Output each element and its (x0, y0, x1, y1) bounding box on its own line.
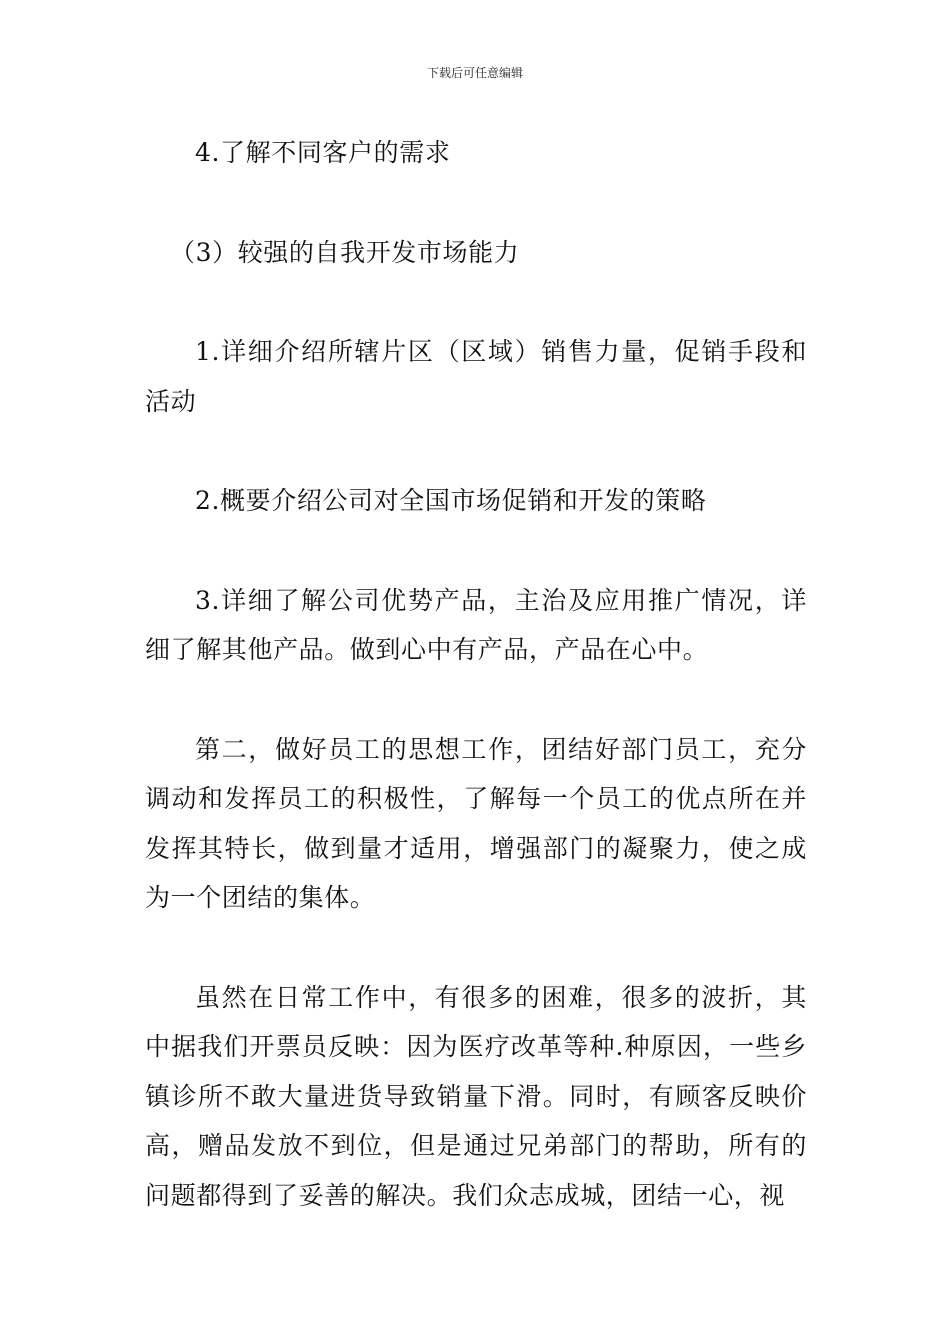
section-heading-3: （3）较强的自我开发市场能力 (170, 237, 520, 267)
list-item-3: 3.详细了解公司优势产品，主治及应用推广情况，详细了解其他产品。做到心中有产品，产品在心中。 (145, 585, 807, 664)
list-item-2: 2.概要介绍公司对全国市场促销和开发的策略 (195, 486, 707, 515)
page-header-note: 下载后可任意编辑 (426, 66, 523, 80)
paragraph-second-point: 第二，做好员工的思想工作，团结好部门员工，充分调动和发挥员工的积极性，了解每一个员工的优点所在并发挥其特长，做到量才适用，增强部门的凝聚力，使之成为一个团结的集体。 (145, 734, 807, 912)
list-item-4: 4.了解不同客户的需求 (195, 138, 451, 167)
list-item-1: 1.详细介绍所辖片区（区域）销售力量，促销手段和活动 (145, 337, 807, 416)
document-body (145, 128, 807, 1220)
paragraph-difficulties: 虽然在日常工作中，有很多的困难，很多的波折，其中据我们开票员反映：因为医疗改革等种.种原因，一些乡镇诊所不敢大量进货导致销量下滑。同时，有顾客反映价高，赠品发放不到位，但是通过兄弟部门的帮助，所有的问题都得到了妥善的解决。我们众志成城，团结一心，视 (145, 982, 807, 1210)
